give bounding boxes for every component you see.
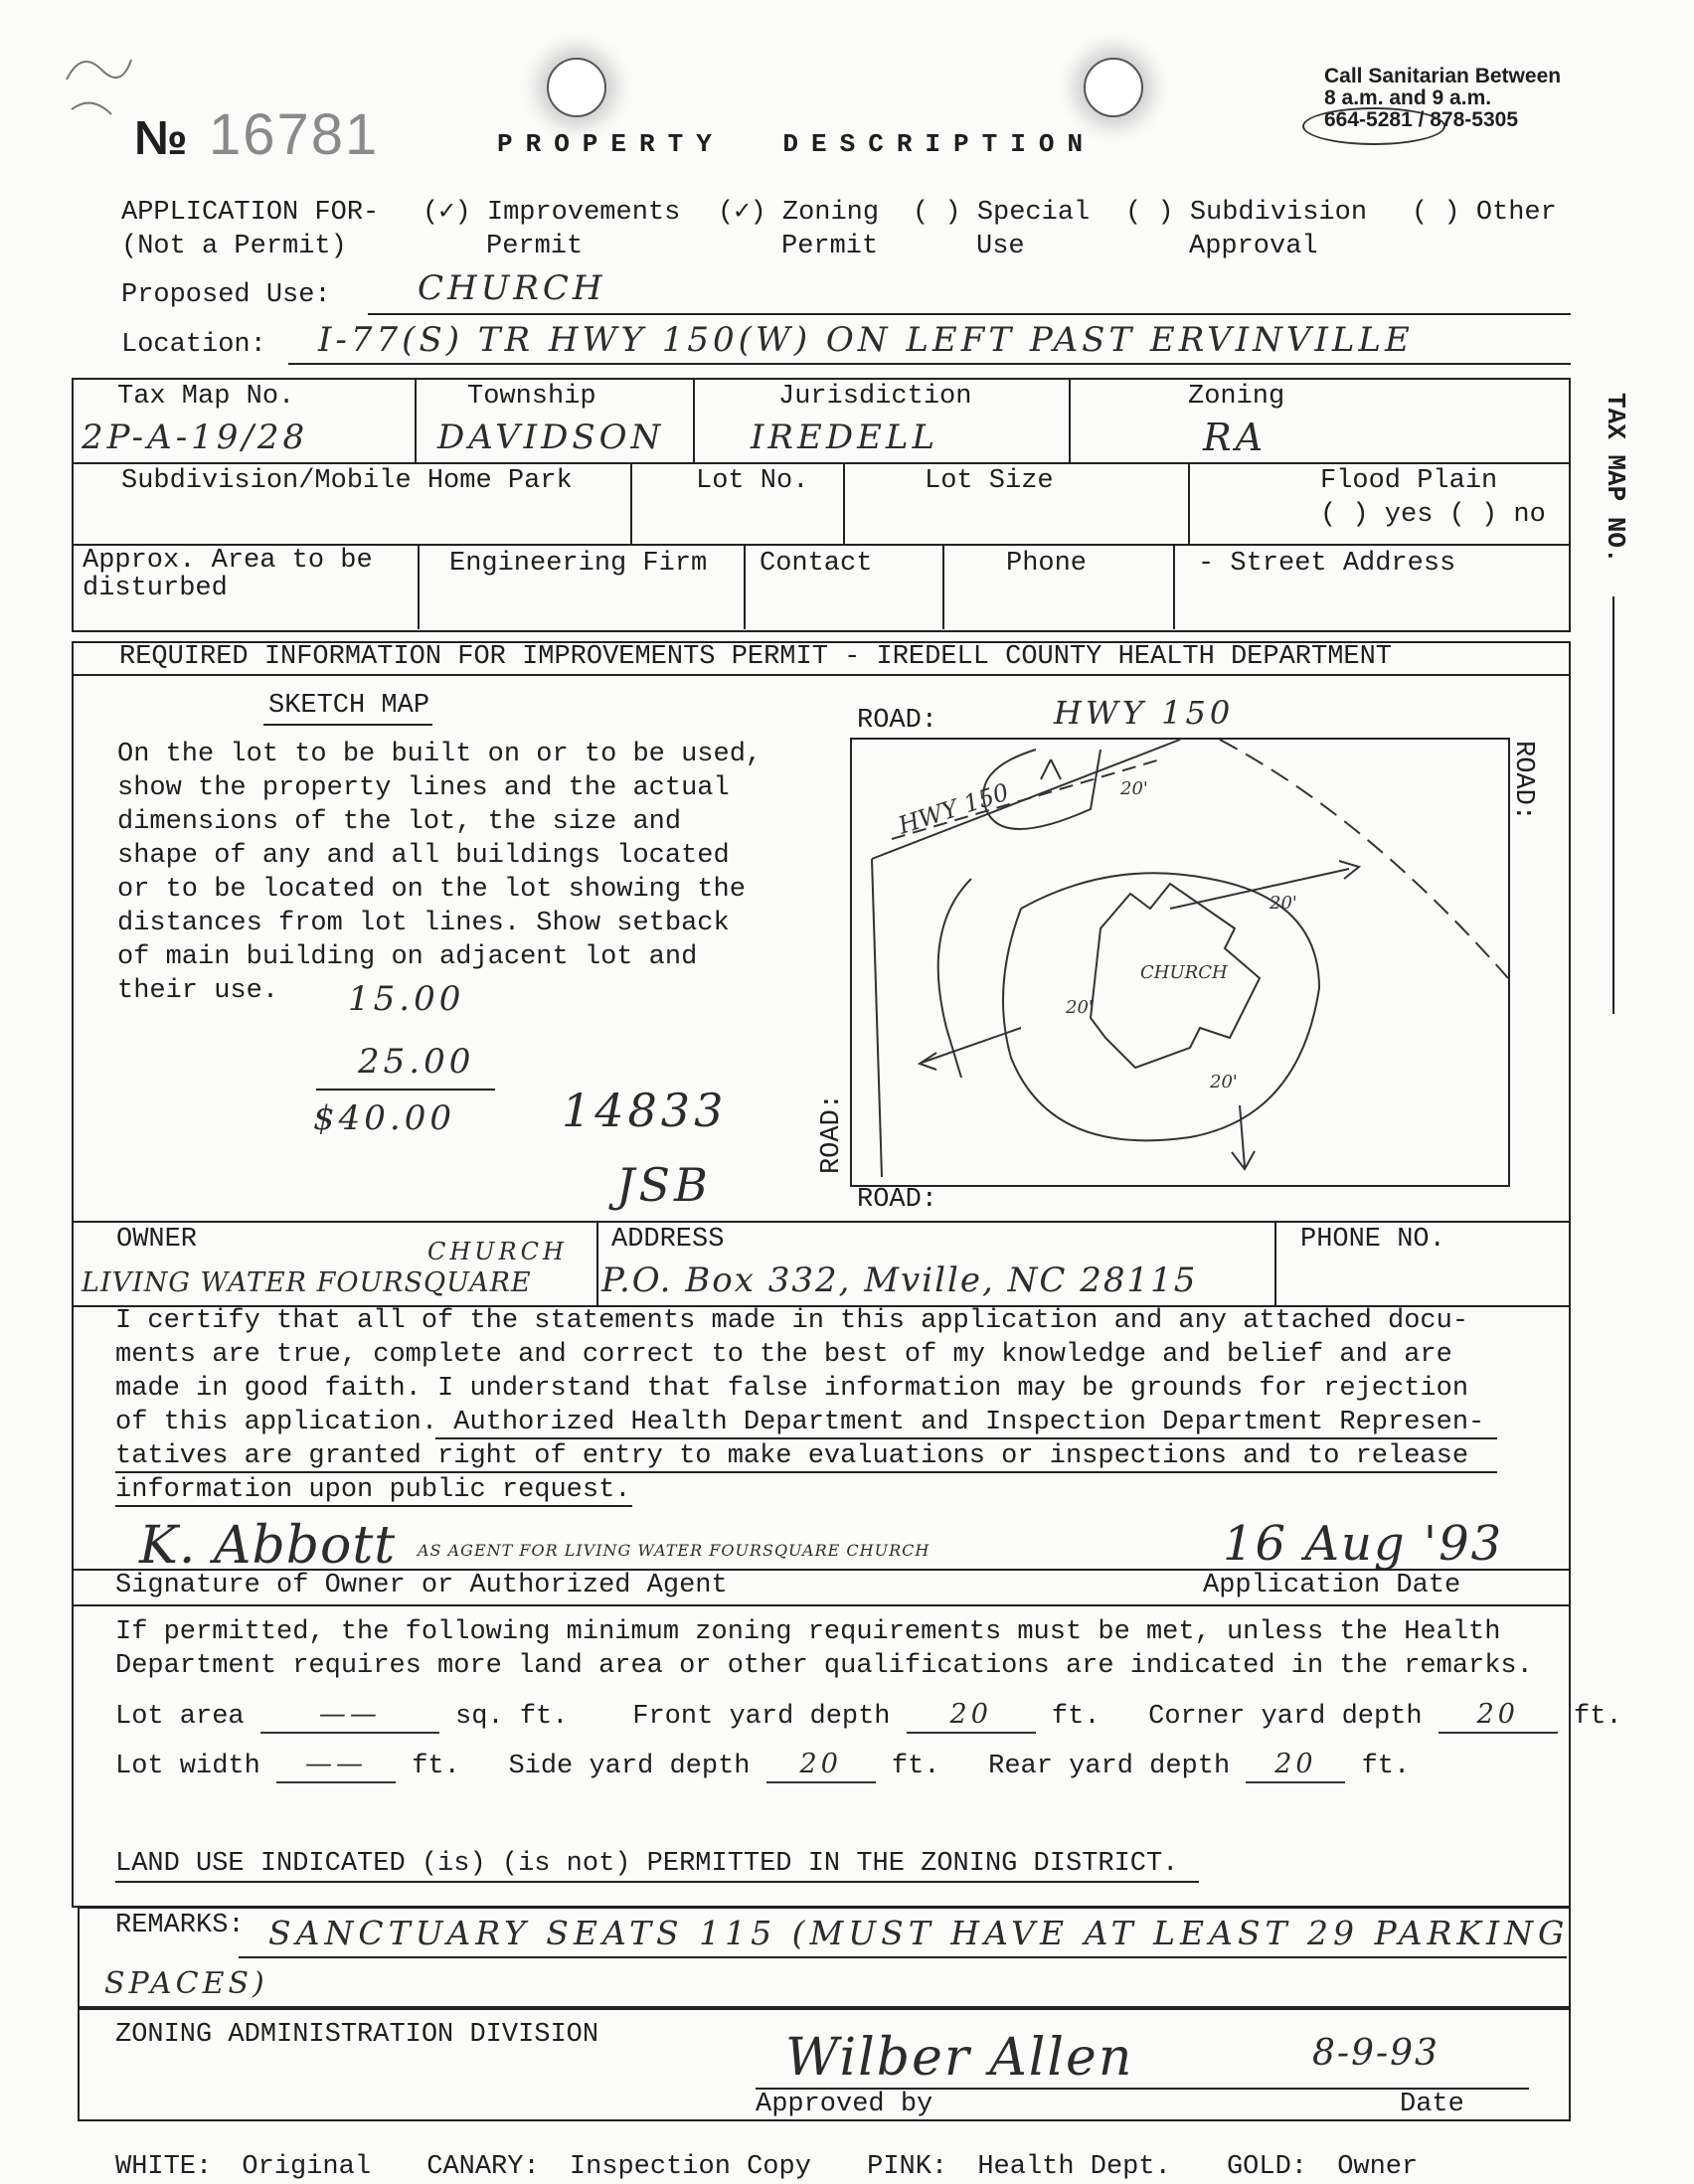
sketch-dim-4: 20' bbox=[1210, 1072, 1238, 1092]
sketch-instructions bbox=[117, 738, 762, 1008]
instruction-line: shape of any and all buildings located bbox=[117, 841, 730, 871]
call-line1: Call Sanitarian Between bbox=[1324, 65, 1562, 87]
jurisdiction-label: Jurisdiction bbox=[778, 382, 972, 412]
grid-col-9 bbox=[942, 544, 944, 629]
location-value[interactable]: I-77(S) TR HWY 150(W) ON LEFT PAST ERVINVILLE bbox=[318, 320, 1414, 360]
instruction-line: On the lot to be built on or to be used, bbox=[117, 740, 762, 769]
option-subdivision-mark: ( ) bbox=[1125, 198, 1174, 228]
grid-col-3 bbox=[1069, 378, 1071, 463]
clerk-initials: JSB bbox=[616, 1158, 712, 1212]
remarks-underline bbox=[239, 1956, 1567, 1958]
option-subdivision-line1: Subdivision bbox=[1189, 198, 1368, 228]
punch-hole-right bbox=[1084, 58, 1143, 117]
tax-map-value[interactable]: 2P-A-19/28 bbox=[82, 418, 309, 457]
option-zoning[interactable] bbox=[718, 196, 879, 263]
front-yard-ft: ft. bbox=[1051, 1702, 1101, 1732]
cert-underline-2 bbox=[115, 1471, 1497, 1473]
approved-by-value[interactable]: Wilber Allen bbox=[785, 2028, 1134, 2088]
zoning-section-top bbox=[72, 1604, 1569, 1606]
call-phones: 664-5281 / 878-5305 bbox=[1324, 108, 1518, 131]
footer-white-label: WHITE: bbox=[115, 2152, 213, 2182]
proposed-use-label: Proposed Use: bbox=[121, 280, 331, 310]
side-yard-ft: ft. bbox=[891, 1752, 940, 1781]
application-label bbox=[121, 196, 379, 263]
address-value[interactable]: P.O. Box 332, Mville, NC 28115 bbox=[601, 1260, 1198, 1300]
sketch-dim-1: 20' bbox=[1120, 778, 1148, 799]
street-address-label: - Street Address bbox=[1198, 549, 1456, 579]
owner-col-2 bbox=[1274, 1221, 1276, 1306]
form-title: PROPERTY DESCRIPTION bbox=[497, 129, 1097, 159]
footer-canary-value: Inspection Copy bbox=[569, 2152, 811, 2182]
cert-line: information upon public request. bbox=[115, 1475, 631, 1505]
improvements-header-line bbox=[72, 674, 1569, 676]
proposed-use-value[interactable]: CHURCH bbox=[418, 268, 606, 308]
sketch-church-label: CHURCH bbox=[1140, 962, 1228, 983]
tax-map-label: Tax Map No. bbox=[117, 382, 295, 412]
footer-white-value: Original bbox=[242, 2152, 372, 2182]
punch-hole-left bbox=[547, 58, 606, 117]
owner-value-line1[interactable]: CHURCH bbox=[427, 1238, 568, 1265]
zoning-value[interactable]: RA bbox=[1203, 416, 1268, 459]
road-label-bottom: ROAD: bbox=[857, 1185, 938, 1215]
option-zoning-line1: Zoning bbox=[781, 198, 880, 228]
approved-by-label: Approved by bbox=[756, 2090, 933, 2119]
instruction-line: dimensions of the lot, the size and bbox=[117, 807, 682, 837]
instruction-line: their use. bbox=[117, 976, 279, 1006]
sketch-hwy-label: HWY 150 bbox=[895, 777, 1013, 840]
option-special-line1: Special bbox=[976, 198, 1091, 228]
location-line bbox=[288, 363, 1571, 365]
remarks-line2: SPACES) bbox=[104, 1966, 268, 2001]
road-label-right: ROAD: bbox=[1508, 741, 1538, 822]
zoning-intro-line1: If permitted, the following minimum zoning requirements must be met, unless the Health bbox=[115, 1617, 1501, 1647]
option-other[interactable] bbox=[1412, 196, 1557, 230]
instruction-line: or to be located on the lot showing the bbox=[117, 875, 746, 905]
instruction-line: of main building on adjacent lot and bbox=[117, 942, 698, 972]
front-yard-label: Front yard depth bbox=[632, 1702, 891, 1732]
rear-yard-label: Rear yard depth bbox=[988, 1752, 1231, 1781]
area-disturbed-label: Approx. Area to be disturbed bbox=[83, 546, 373, 603]
division-label: ZONING ADMINISTRATION DIVISION bbox=[115, 2020, 599, 2050]
footer-gold-label: GOLD: bbox=[1226, 2152, 1307, 2182]
tax-map-side-line bbox=[1612, 596, 1614, 1014]
fee-sum-line bbox=[316, 1089, 495, 1091]
form-number: 16781 bbox=[209, 102, 380, 167]
instruction-line: distances from lot lines. Show setback bbox=[117, 909, 730, 938]
receipt-number: 14833 bbox=[562, 1084, 728, 1137]
cert-line: I certify that all of the statements made in this application and any attached docu- bbox=[115, 1306, 1469, 1336]
lot-size-label: Lot Size bbox=[925, 466, 1054, 496]
grid-col-7 bbox=[418, 544, 420, 629]
signature-value[interactable]: K. Abbott bbox=[139, 1516, 397, 1576]
jurisdiction-value[interactable]: IREDELL bbox=[751, 418, 939, 457]
sketch-drawing bbox=[852, 740, 1508, 1185]
owner-label: OWNER bbox=[116, 1225, 198, 1255]
lot-width-label: Lot width bbox=[115, 1752, 260, 1781]
cert-line: tatives are granted right of entry to make evaluations or inspections and to release bbox=[115, 1441, 1469, 1471]
lot-area-label: Lot area bbox=[115, 1702, 245, 1732]
proposed-use-line bbox=[368, 313, 1571, 315]
corner-yard-label: Corner yard depth bbox=[1148, 1702, 1423, 1732]
cert-line: made in good faith. I understand that false information may be grounds for rejection bbox=[115, 1374, 1469, 1404]
application-date-label: Application Date bbox=[1203, 1571, 1461, 1600]
sketch-map-underline bbox=[263, 724, 432, 726]
township-value[interactable]: DAVIDSON bbox=[437, 418, 665, 457]
corner-yard-ft: ft. bbox=[1574, 1702, 1622, 1732]
sketch-map-title: SKETCH MAP bbox=[268, 691, 430, 721]
approval-date-value[interactable]: 8-9-93 bbox=[1312, 2033, 1440, 2074]
option-improvements-line1: Improvements bbox=[486, 198, 681, 228]
improvements-heading: REQUIRED INFORMATION FOR IMPROVEMENTS PERMIT - IREDELL COUNTY HEALTH DEPARTMENT bbox=[119, 642, 1393, 672]
subdivision-label: Subdivision/Mobile Home Park bbox=[121, 466, 573, 496]
cert-line: of this application. Authorized Health Department and Inspection Department Represen- bbox=[115, 1408, 1485, 1437]
certification-text bbox=[115, 1304, 1484, 1507]
engineering-firm-label: Engineering Firm bbox=[449, 549, 708, 579]
lot-width-ft: ft. bbox=[412, 1752, 460, 1781]
application-label-line1: APPLICATION FOR- bbox=[121, 198, 380, 228]
option-zoning-mark: (✓) bbox=[718, 198, 766, 228]
margin-scribble bbox=[62, 40, 141, 129]
remarks-label: REMARKS: bbox=[115, 1911, 245, 1940]
signature-label: Signature of Owner or Authorized Agent bbox=[115, 1571, 728, 1600]
option-zoning-line2: Permit bbox=[781, 232, 879, 261]
grid-col-2 bbox=[693, 378, 695, 463]
option-special-use[interactable] bbox=[913, 196, 1090, 263]
sqft-label: sq. ft. bbox=[455, 1702, 569, 1732]
township-label: Township bbox=[467, 382, 596, 412]
location-label: Location: bbox=[121, 330, 266, 360]
option-other-line1: Other bbox=[1475, 198, 1557, 228]
grid-col-4 bbox=[630, 462, 632, 546]
land-use-statement: LAND USE INDICATED (is) (is not) PERMITTED IN THE ZONING DISTRICT. bbox=[115, 1849, 1179, 1879]
grid-col-10 bbox=[1173, 544, 1175, 629]
option-subdivision-line2: Approval bbox=[1189, 232, 1318, 261]
application-date-value[interactable]: 16 Aug '93 bbox=[1223, 1516, 1504, 1572]
contact-label: Contact bbox=[760, 549, 873, 579]
option-improvements-line2: Permit bbox=[486, 232, 584, 261]
sketch-dim-3: 20' bbox=[1066, 997, 1094, 1018]
front-yard-value[interactable]: 20 bbox=[907, 1698, 1036, 1734]
owner-value-line2[interactable]: LIVING WATER FOURSQUARE bbox=[82, 1267, 532, 1298]
owner-col-1 bbox=[596, 1221, 598, 1306]
grid-col-5 bbox=[843, 462, 845, 546]
option-special-line2: Use bbox=[976, 232, 1025, 261]
phone-circle bbox=[1302, 107, 1445, 145]
zoning-row-2 bbox=[115, 1748, 1410, 1783]
cert-underline-3 bbox=[115, 1505, 632, 1507]
option-improvements[interactable] bbox=[423, 196, 680, 263]
lot-area-value[interactable]: —— bbox=[260, 1698, 439, 1734]
land-use-underline bbox=[115, 1881, 1199, 1883]
approval-date-label: Date bbox=[1400, 2090, 1464, 2119]
phone-label: Phone bbox=[1006, 549, 1088, 579]
lot-width-value[interactable]: —— bbox=[276, 1748, 396, 1783]
address-label: ADDRESS bbox=[611, 1225, 725, 1255]
phone-no-label: PHONE NO. bbox=[1300, 1225, 1445, 1255]
road-label-left: ROAD: bbox=[817, 1093, 847, 1175]
option-other-mark: ( ) bbox=[1412, 198, 1460, 228]
zoning-intro-line2: Department requires more land area or other qualifications are indicated in the remarks. bbox=[115, 1651, 1533, 1681]
zoning-intro bbox=[115, 1615, 1533, 1683]
fee-2: 25.00 bbox=[358, 1042, 475, 1082]
footer-pink-label: PINK: bbox=[867, 2152, 948, 2182]
grid-col-1 bbox=[415, 378, 417, 463]
call-line2: 8 a.m. and 9 a.m. bbox=[1324, 86, 1492, 109]
corner-yard-value[interactable]: 20 bbox=[1439, 1698, 1558, 1734]
road-label-top: ROAD: bbox=[857, 706, 938, 736]
instruction-line: show the property lines and the actual bbox=[117, 773, 730, 803]
lot-no-label: Lot No. bbox=[696, 466, 809, 496]
rear-yard-value[interactable]: 20 bbox=[1246, 1748, 1345, 1783]
sketch-box[interactable] bbox=[850, 738, 1510, 1187]
remarks-line1: SANCTUARY SEATS 115 (MUST HAVE AT LEAST 29 PARKING bbox=[268, 1914, 1570, 1952]
flood-plain-options[interactable]: ( ) yes ( ) no bbox=[1320, 500, 1546, 530]
footer-gold-value: Owner bbox=[1337, 2152, 1419, 2182]
option-improvements-mark: (✓) bbox=[423, 198, 471, 228]
rear-yard-ft: ft. bbox=[1361, 1752, 1411, 1781]
grid-col-6 bbox=[1188, 462, 1190, 546]
fee-1: 15.00 bbox=[348, 979, 465, 1019]
grid-col-8 bbox=[744, 544, 746, 629]
number-prefix: № bbox=[134, 112, 188, 165]
side-yard-value[interactable]: 20 bbox=[766, 1748, 876, 1783]
option-special-mark: ( ) bbox=[913, 198, 961, 228]
cert-underline-1 bbox=[435, 1437, 1497, 1439]
flood-plain-label: Flood Plain bbox=[1320, 466, 1498, 496]
zoning-label: Zoning bbox=[1188, 382, 1285, 412]
fee-total: $40.00 bbox=[313, 1098, 455, 1138]
side-yard-label: Side yard depth bbox=[508, 1752, 751, 1781]
cert-line: ments are true, complete and correct to the best of my knowledge and belief and are bbox=[115, 1340, 1452, 1370]
application-label-line2: (Not a Permit) bbox=[121, 232, 347, 261]
tax-map-side-label: TAX MAP NO. bbox=[1601, 393, 1630, 564]
option-subdivision[interactable] bbox=[1125, 196, 1367, 263]
footer-canary-label: CANARY: bbox=[426, 2152, 540, 2182]
sketch-dim-2: 20' bbox=[1270, 893, 1297, 914]
signature-note: AS AGENT FOR LIVING WATER FOURSQUARE CHURCH bbox=[418, 1541, 931, 1560]
footer-pink-value: Health Dept. bbox=[977, 2152, 1171, 2182]
road-top-value[interactable]: HWY 150 bbox=[1054, 694, 1235, 732]
copy-distribution bbox=[115, 2150, 1418, 2184]
zoning-row-1 bbox=[115, 1698, 1622, 1734]
